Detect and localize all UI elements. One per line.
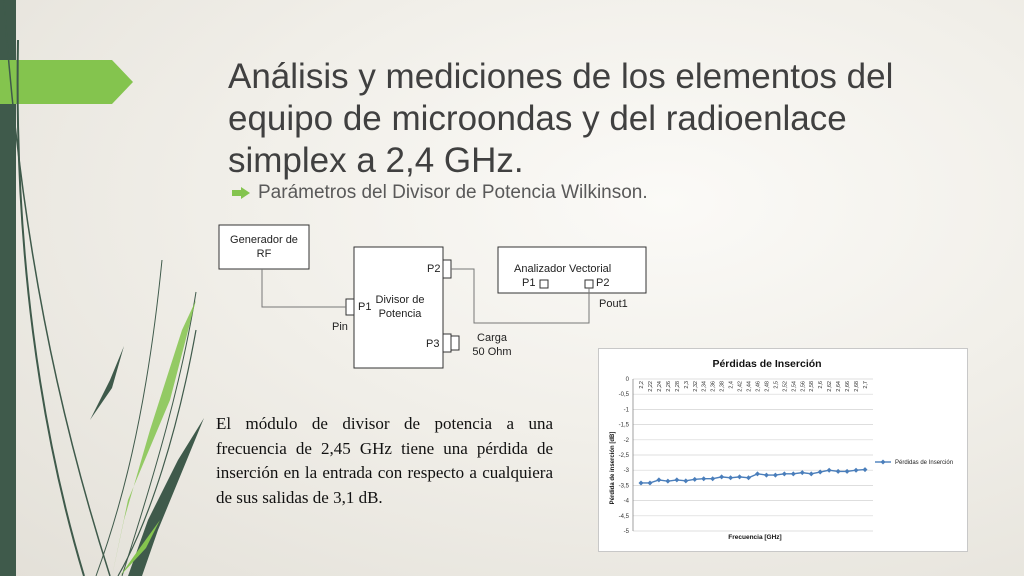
divider-p3-label: P3	[426, 338, 440, 350]
divider-label-line-2: Potencia	[378, 308, 422, 320]
x-tick-label: 2,32	[692, 381, 699, 392]
x-tick-label: 2,58	[809, 381, 816, 392]
data-point	[710, 476, 715, 481]
pout-label: Pout1	[599, 298, 628, 310]
load-label	[472, 331, 512, 359]
data-point	[683, 478, 688, 483]
data-point	[692, 477, 697, 482]
x-tick-label: 2,44	[746, 381, 753, 392]
y-tick-label: -1,5	[618, 422, 629, 429]
x-tick-label: 2,38	[719, 381, 726, 392]
data-point	[737, 474, 742, 479]
slide-title	[228, 56, 988, 182]
data-point	[701, 476, 706, 481]
divider-p2-label: P2	[427, 263, 441, 275]
data-point	[854, 468, 859, 473]
x-tick-label: 2,24	[656, 381, 663, 392]
x-tick-label: 2,46	[755, 381, 762, 392]
y-tick-label: -4,5	[618, 513, 629, 520]
y-tick-label: 0	[625, 377, 629, 383]
x-tick-label: 2,36	[710, 381, 717, 392]
x-tick-label: 2,52	[782, 381, 789, 392]
data-point	[746, 475, 751, 480]
generator-label-line-1: Generador de	[230, 234, 298, 246]
chart-title: Pérdidas de Inserción	[712, 358, 822, 370]
x-tick-label: 2,48	[764, 381, 771, 392]
generator-label-line-2: RF	[256, 248, 272, 260]
data-point	[728, 475, 733, 480]
x-tick-label: 2,54	[791, 381, 798, 392]
analyzer-p1-label: P1	[522, 277, 536, 289]
data-point	[755, 471, 760, 476]
x-tick-label: 2,66	[845, 381, 852, 392]
data-point	[809, 471, 814, 476]
arrow-bullet-icon	[232, 187, 250, 199]
y-tick-label: -4	[623, 498, 629, 505]
y-tick-label: -5	[623, 529, 629, 535]
data-point	[863, 467, 868, 472]
divider-label-line-1: Divisor de	[375, 294, 425, 306]
data-point	[647, 480, 652, 485]
data-point	[773, 473, 778, 478]
data-point	[674, 477, 679, 482]
legend-label: Pérdidas de Inserción	[895, 460, 954, 466]
x-tick-label: 2,4	[728, 381, 735, 389]
x-tick-label: 2,42	[737, 381, 744, 392]
y-tick-label: -1	[623, 407, 629, 414]
body-paragraph: El módulo de divisor de potencia a una frecuencia de 2,45 GHz tiene una pérdida de inserción en la entrada con respecto a cualquiera de sus salidas de 3,1 dB.	[216, 414, 553, 507]
pin-label: Pin	[332, 321, 348, 333]
x-tick-label: 2,64	[836, 381, 843, 392]
divider-label	[370, 293, 430, 321]
data-point	[639, 480, 644, 485]
data-point	[656, 477, 661, 482]
data-point	[719, 474, 724, 479]
x-tick-label: 2,3	[683, 381, 690, 389]
title-line-1: Análisis y mediciones de los elementos del	[228, 57, 894, 96]
x-tick-label: 2,26	[665, 381, 672, 392]
insertion-loss-chart	[598, 348, 968, 552]
data-point	[782, 471, 787, 476]
data-point	[827, 468, 832, 473]
y-axis-label: Pérdida de inserción [dB]	[610, 431, 616, 505]
x-tick-label: 2,56	[800, 381, 807, 392]
block-diagram	[210, 220, 650, 380]
legend-marker	[881, 460, 886, 465]
x-tick-label: 2,6	[818, 381, 825, 389]
load-label-line-1: Carga	[477, 332, 507, 344]
y-tick-label: -3	[623, 468, 629, 475]
generator-label	[219, 233, 309, 261]
divider-p1-label: P1	[358, 301, 372, 313]
x-axis-label: Frecuencia [GHz]	[728, 534, 782, 541]
chart-svg	[599, 349, 967, 551]
x-tick-label: 2,22	[647, 381, 654, 392]
y-tick-label: -2,5	[618, 453, 629, 459]
data-point	[791, 471, 796, 476]
data-point	[836, 469, 841, 474]
y-tick-label: -0,5	[618, 392, 629, 399]
data-point	[845, 469, 850, 474]
load-label-line-2: 50 Ohm	[472, 346, 512, 358]
x-tick-label: 2,28	[674, 381, 681, 392]
data-point	[764, 473, 769, 478]
x-tick-label: 2,62	[827, 381, 834, 392]
title-line-3: simplex a 2,4 GHz.	[228, 141, 524, 180]
x-tick-label: 2,5	[773, 381, 780, 389]
y-tick-label: -2	[623, 437, 629, 444]
y-tick-label: -3,5	[618, 483, 629, 490]
series-line	[641, 470, 865, 483]
x-tick-label: 2,34	[701, 381, 708, 392]
data-point	[665, 479, 670, 484]
x-tick-label: 2,68	[854, 381, 861, 392]
data-point	[800, 470, 805, 475]
title-line-2: equipo de microondas y del radioenlace	[228, 99, 847, 138]
analyzer-label: Analizador Vectorial	[514, 263, 612, 275]
bullet-text: Parámetros del Divisor de Potencia Wilkinson.	[258, 182, 648, 203]
x-tick-label: 2,2	[639, 381, 645, 389]
bullet-item	[232, 182, 648, 204]
analyzer-p2-label: P2	[596, 277, 610, 289]
x-tick-label: 2,7	[863, 381, 869, 389]
